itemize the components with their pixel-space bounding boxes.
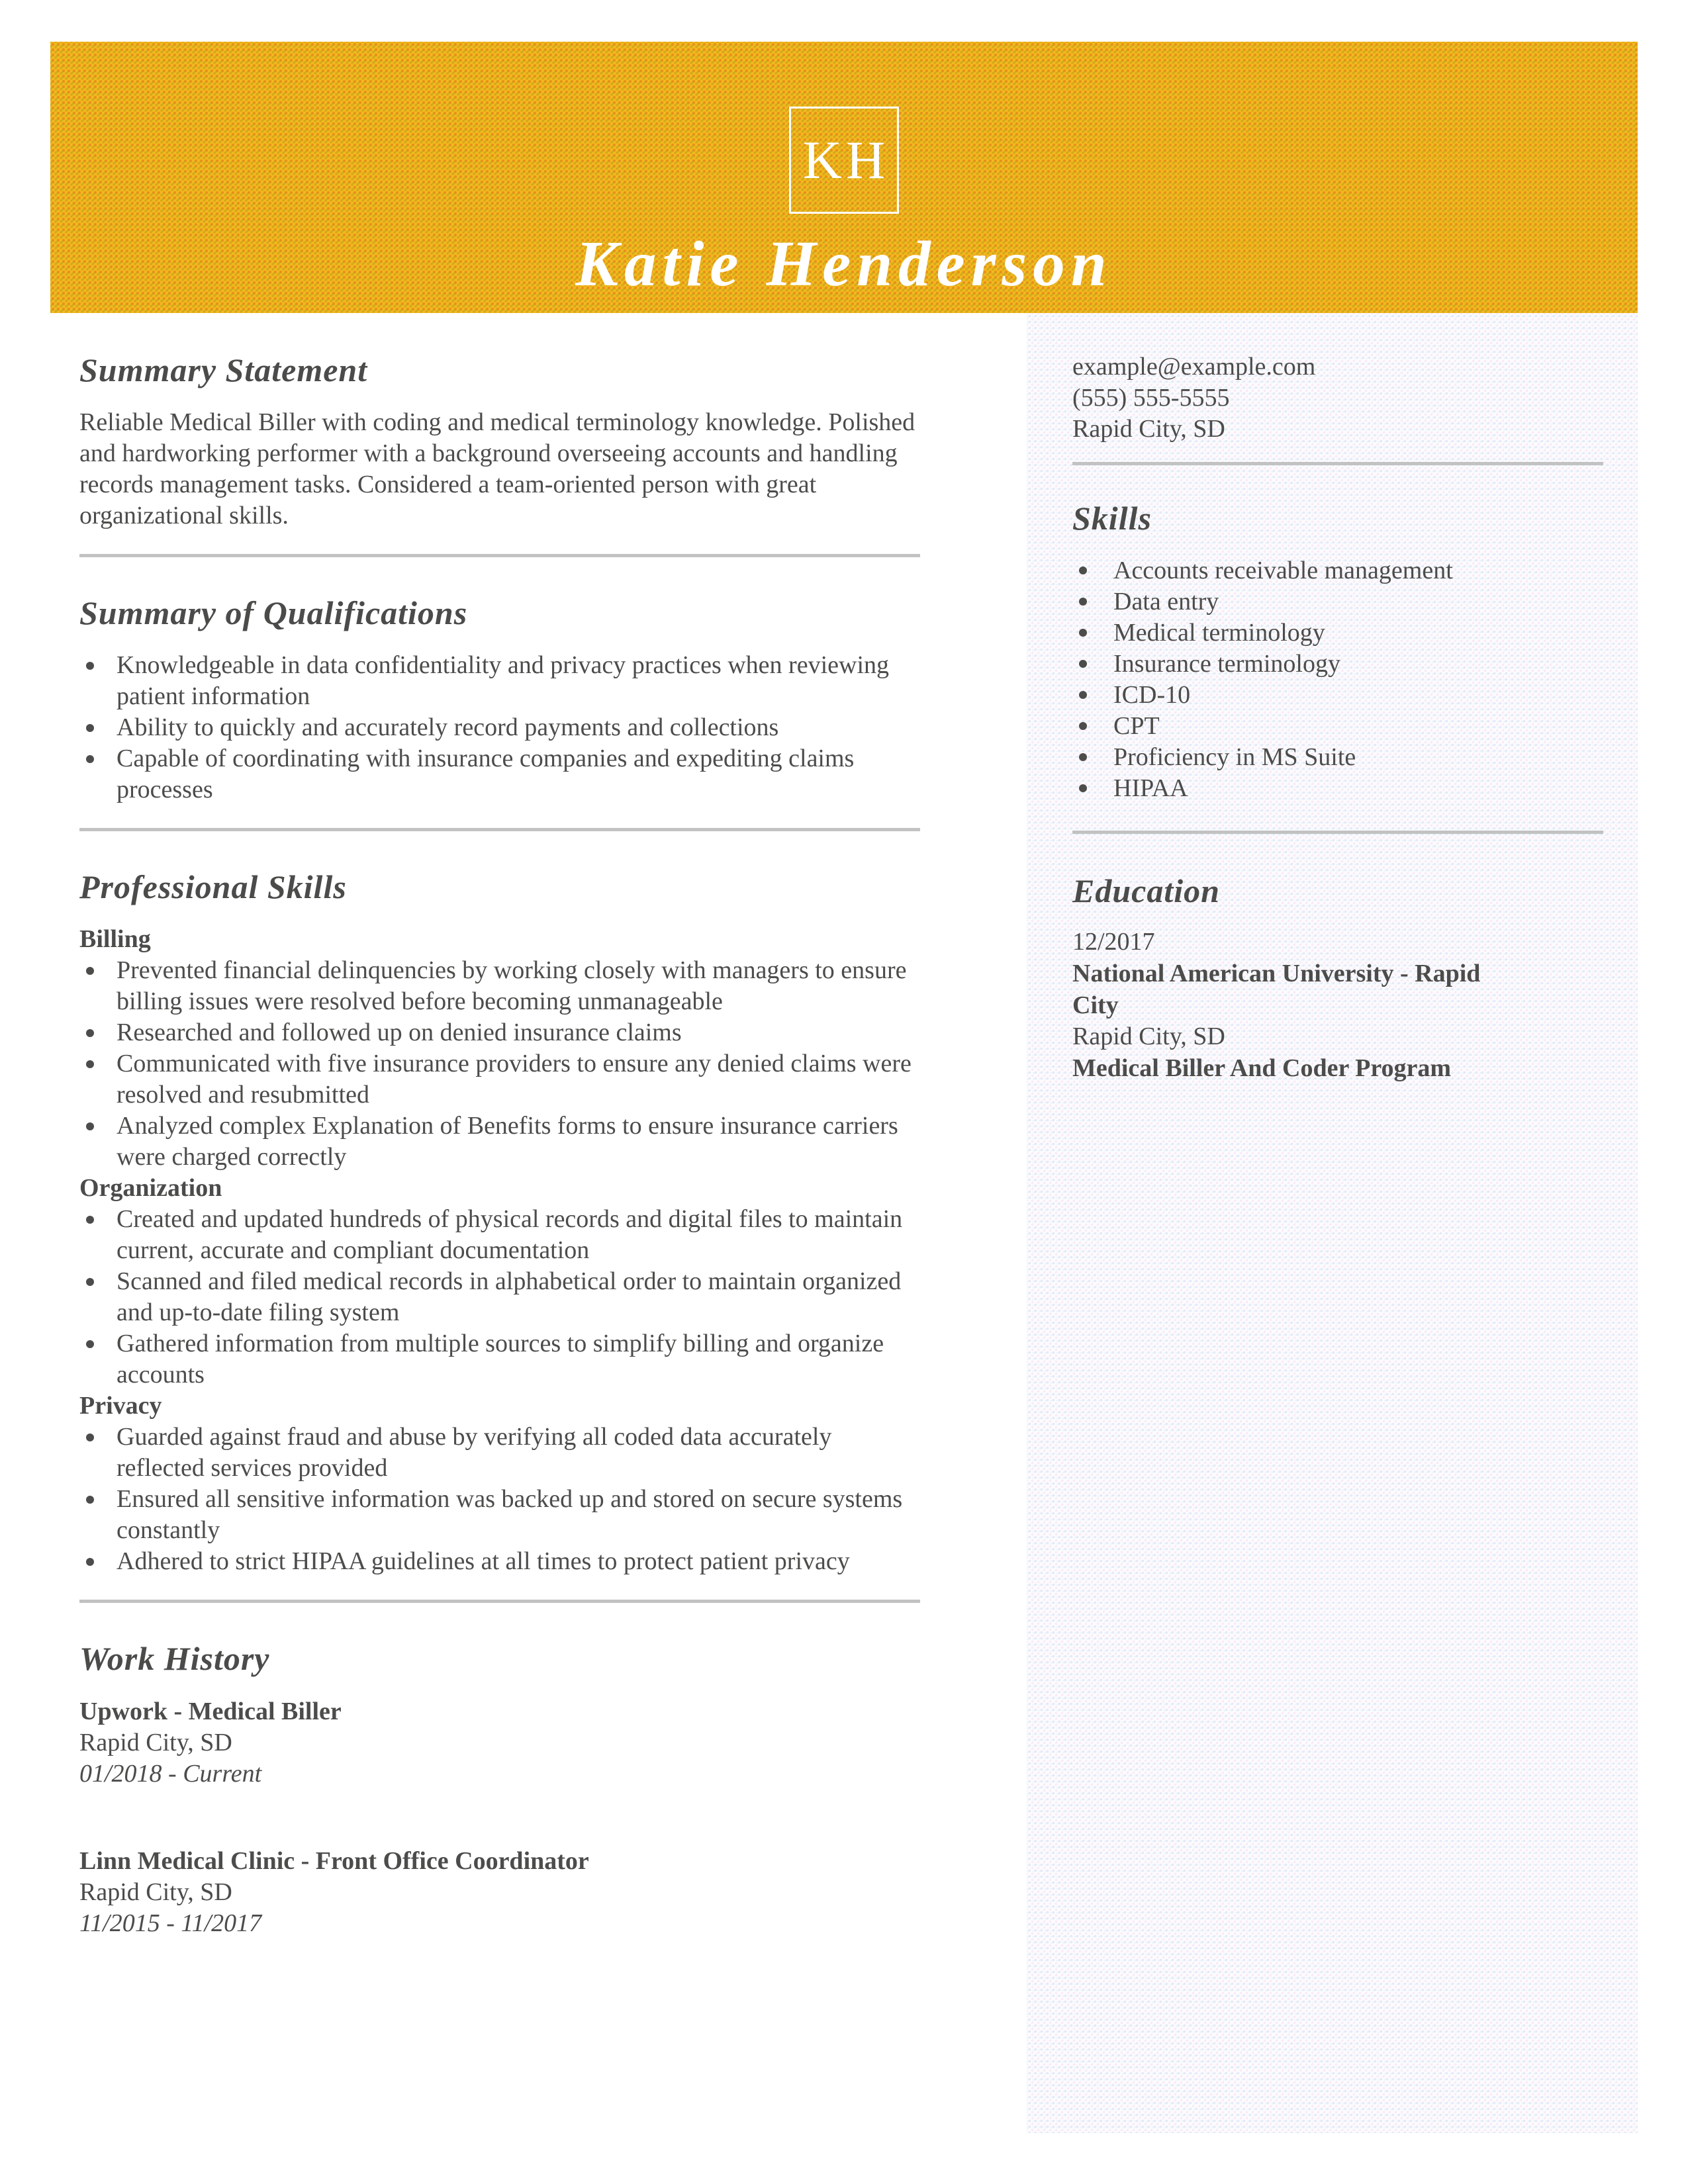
professional-skills-heading: Professional Skills [79,868,347,905]
billing-list [79,955,920,1173]
work-history-heading: Work History [79,1640,270,1677]
job-title: Upwork - Medical Biller [79,1698,342,1725]
bullet-icon [86,1340,94,1348]
bullet-text: Insurance terminology [1113,650,1340,678]
education-school: National American University - Rapid City [1072,960,1481,1019]
bullet-icon [1079,722,1087,730]
section-professional-skills [79,867,920,1577]
skill-group-title-organization: Organization [79,1174,222,1202]
bullet-icon [1079,691,1087,699]
header-band [50,42,1638,313]
job-location: Rapid City, SD [79,1878,232,1906]
bullet-icon [86,1216,94,1224]
section-work-history [79,1639,920,1939]
bullet-text: Analyzed complex Explanation of Benefits forms to ensure insurance carriers were charged correctly [117,1112,898,1171]
list-item [79,1266,920,1328]
bullet-text: Researched and followed up on denied insurance claims [117,1019,682,1046]
divider [79,1600,920,1603]
divider [79,554,920,557]
privacy-list [79,1422,920,1577]
candidate-name: Katie Henderson [575,228,1113,300]
education-location: Rapid City, SD [1072,1023,1225,1050]
bullet-text: Prevented financial delinquencies by working closely with managers to ensure billing issues were resolved before becoming unmanageable [117,956,907,1015]
qualifications-list [79,650,920,805]
skills-heading: Skills [1072,500,1152,537]
bullet-icon [86,967,94,975]
main-column [79,350,920,1939]
bullet-text: Ability to quickly and accurately record payments and collections [117,713,779,741]
job-entry [79,1696,920,1790]
bullet-icon [86,724,94,732]
section-summary-statement [79,350,920,531]
bullet-text: Adhered to strict HIPAA guidelines at all times to protect patient privacy [117,1547,850,1575]
list-item [79,712,920,743]
skill-group-title-privacy: Privacy [79,1392,162,1420]
list-item [79,1111,920,1173]
bullet-text: Created and updated hundreds of physical records and digital files to maintain current, accurate and compliant documentation [117,1205,903,1264]
qualifications-heading: Summary of Qualifications [79,594,468,631]
bullet-icon [1079,567,1087,574]
bullet-text: Accounts receivable management [1113,557,1453,584]
contact-email: example@example.com [1072,353,1316,381]
monogram-initials: KH [802,130,890,190]
bullet-icon [86,755,94,763]
job-entry [79,1845,920,1939]
education-date: 12/2017 [1072,928,1155,956]
bullet-text: HIPAA [1113,774,1188,802]
bullet-icon [1079,629,1087,637]
education-entry [1072,927,1603,1084]
list-item [79,1204,920,1266]
bullet-icon [1079,784,1087,792]
skill-group-title-billing: Billing [79,925,151,953]
bullet-icon [86,1433,94,1441]
list-item [79,1546,920,1577]
divider [79,828,920,831]
section-qualifications [79,593,920,805]
list-item [79,1422,920,1484]
bullet-icon [86,1029,94,1037]
summary-paragraph: Reliable Medical Biller with coding and medical terminology knowledge. Polished and hardworking performer with a background overseeing accounts and handling records management tasks. Considered a team-oriented person with great organizational skills. [79,408,915,529]
bullet-icon [86,1122,94,1130]
bullet-icon [1079,660,1087,668]
list-item [1072,617,1603,649]
bullet-text: Capable of coordinating with insurance companies and expediting claims processes [117,745,855,803]
list-item [1072,680,1603,711]
divider [1072,831,1603,834]
education-program: Medical Biller And Coder Program [1072,1054,1452,1082]
list-item [79,955,920,1017]
monogram-box [789,107,899,214]
skills-list [1072,555,1603,804]
list-item [1072,555,1603,586]
list-item [1072,742,1603,773]
list-item [1072,711,1603,742]
bullet-icon [86,662,94,670]
list-item [79,1017,920,1048]
list-item [1072,773,1603,804]
bullet-icon [86,1278,94,1286]
bullet-icon [86,1060,94,1068]
organization-list [79,1204,920,1390]
job-dates: 11/2015 - 11/2017 [79,1909,262,1937]
job-title: Linn Medical Clinic - Front Office Coordinator [79,1847,589,1875]
bullet-text: Scanned and filed medical records in alphabetical order to maintain organized and up-to-date filing system [117,1267,902,1326]
bullet-text: CPT [1113,712,1160,740]
divider [1072,462,1603,465]
bullet-text: ICD-10 [1113,681,1191,709]
bullet-text: Communicated with five insurance providers to ensure any denied claims were resolved and resubmitted [117,1050,912,1109]
job-dates: 01/2018 - Current [79,1760,262,1788]
bullet-text: Knowledgeable in data confidentiality and privacy practices when reviewing patient information [117,651,889,710]
bullet-icon [86,1496,94,1504]
contact-block [1072,351,1603,445]
job-location: Rapid City, SD [79,1729,232,1756]
contact-phone: (555) 555-5555 [1072,384,1230,412]
bullet-icon [1079,598,1087,606]
bullet-text: Ensured all sensitive information was backed up and stored on secure systems constantly [117,1485,903,1544]
list-item [79,1048,920,1111]
bullet-text: Medical terminology [1113,619,1325,647]
list-item [79,650,920,712]
contact-location: Rapid City, SD [1072,415,1225,443]
bullet-icon [1079,753,1087,761]
bullet-text: Data entry [1113,588,1219,615]
list-item [79,1328,920,1390]
bullet-icon [86,1558,94,1566]
sidebar [1027,313,1638,2133]
bullet-text: Proficiency in MS Suite [1113,743,1356,771]
bullet-text: Guarded against fraud and abuse by verifying all coded data accurately reflected services provided [117,1423,832,1482]
list-item [1072,586,1603,617]
list-item [79,1484,920,1546]
summary-statement-heading: Summary Statement [79,351,368,388]
education-heading: Education [1072,872,1220,909]
list-item [79,743,920,805]
bullet-text: Gathered information from multiple sources to simplify billing and organize accounts [117,1330,884,1388]
list-item [1072,649,1603,680]
